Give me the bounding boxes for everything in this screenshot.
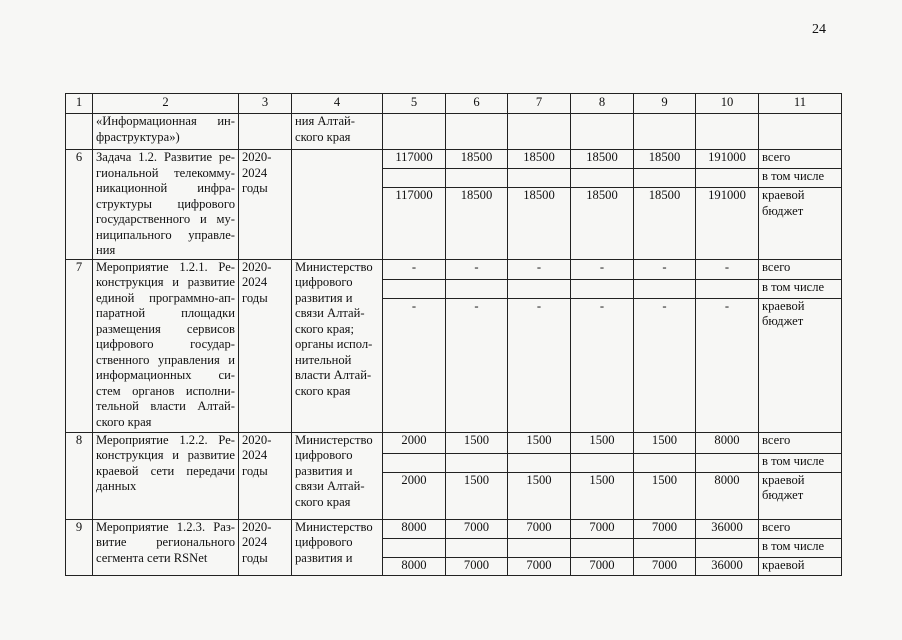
value-cell: - — [634, 259, 696, 279]
value-cell: 1500 — [634, 472, 696, 519]
program-table — [65, 93, 842, 576]
value-cell: 1500 — [446, 432, 508, 453]
value-cell: 18500 — [446, 150, 508, 169]
value-cell: 18500 — [634, 150, 696, 169]
continued-executor-cell: ния Алтай-ского края — [292, 114, 383, 150]
value-cell — [634, 453, 696, 472]
header-cell: 4 — [292, 94, 383, 114]
funding-source-cell: краевой — [759, 557, 842, 575]
page-number: 24 — [812, 22, 826, 37]
row-number: 9 — [66, 519, 93, 575]
value-cell — [696, 279, 759, 298]
value-cell: 7000 — [446, 519, 508, 538]
value-cell — [383, 538, 446, 557]
value-cell: 18500 — [508, 188, 571, 259]
value-cell — [571, 538, 634, 557]
row-executor: Министерство цифрового развития и связи Алтай-ского края — [292, 432, 383, 519]
value-cell: 7000 — [634, 519, 696, 538]
value-cell: 18500 — [508, 150, 571, 169]
table-cell — [239, 114, 292, 150]
value-cell: - — [383, 259, 446, 279]
value-cell: 1500 — [634, 432, 696, 453]
value-cell — [508, 453, 571, 472]
value-cell: 191000 — [696, 150, 759, 169]
continued-name-cell: «Информационная ин-фраструктура») — [93, 114, 239, 150]
row-name: Задача 1.2. Развитие ре-гиональной телекомму-никационной инфра-структуры цифрового государственного и му-ниципального управле-ния — [93, 150, 239, 260]
value-cell — [383, 279, 446, 298]
table-cell — [383, 114, 446, 150]
value-cell: 36000 — [696, 557, 759, 575]
funding-source-cell: краевой бюджет — [759, 472, 842, 519]
row-number: 6 — [66, 150, 93, 260]
value-cell: 191000 — [696, 188, 759, 259]
value-cell — [508, 538, 571, 557]
table-body — [66, 94, 842, 576]
value-cell: 7000 — [508, 557, 571, 575]
value-cell: - — [571, 298, 634, 432]
value-cell: 1500 — [446, 472, 508, 519]
row-period: 2020-2024 годы — [239, 259, 292, 432]
funding-source-cell: всего — [759, 259, 842, 279]
value-cell: - — [508, 298, 571, 432]
continuation-row — [66, 114, 842, 150]
value-cell — [446, 538, 508, 557]
row-period: 2020-2024 годы — [239, 150, 292, 260]
value-cell: 117000 — [383, 150, 446, 169]
table-cell — [66, 114, 93, 150]
row-executor: Министерство цифрового развития и — [292, 519, 383, 575]
header-cell: 3 — [239, 94, 292, 114]
value-cell: - — [571, 259, 634, 279]
value-cell — [696, 453, 759, 472]
value-cell: 117000 — [383, 188, 446, 259]
header-cell: 5 — [383, 94, 446, 114]
header-cell: 8 — [571, 94, 634, 114]
value-cell: 8000 — [383, 557, 446, 575]
value-cell: 7000 — [571, 557, 634, 575]
header-cell: 9 — [634, 94, 696, 114]
funding-source-cell: в том числе — [759, 538, 842, 557]
header-cell: 6 — [446, 94, 508, 114]
funding-source-cell: краевой бюджет — [759, 188, 842, 259]
value-cell: - — [446, 298, 508, 432]
value-cell: - — [696, 259, 759, 279]
table-row — [66, 432, 842, 453]
funding-source-cell: в том числе — [759, 279, 842, 298]
value-cell: 36000 — [696, 519, 759, 538]
table-row — [66, 259, 842, 279]
value-cell — [571, 279, 634, 298]
funding-source-cell: в том числе — [759, 169, 842, 188]
value-cell: 1500 — [571, 472, 634, 519]
value-cell: - — [446, 259, 508, 279]
row-name: Мероприятие 1.2.2. Ре-конструкция и развитие краевой сети передачи данных — [93, 432, 239, 519]
value-cell: 8000 — [696, 472, 759, 519]
value-cell: 7000 — [508, 519, 571, 538]
row-period: 2020-2024 годы — [239, 519, 292, 575]
value-cell: 1500 — [508, 472, 571, 519]
value-cell — [446, 169, 508, 188]
funding-source-cell: всего — [759, 432, 842, 453]
value-cell — [571, 169, 634, 188]
funding-source-cell: краевой бюджет — [759, 298, 842, 432]
value-cell — [634, 169, 696, 188]
value-cell: 2000 — [383, 472, 446, 519]
value-cell: 7000 — [446, 557, 508, 575]
header-cell: 7 — [508, 94, 571, 114]
value-cell — [696, 169, 759, 188]
header-cell: 10 — [696, 94, 759, 114]
table-cell — [759, 114, 842, 150]
header-cell: 11 — [759, 94, 842, 114]
value-cell: - — [634, 298, 696, 432]
value-cell — [508, 279, 571, 298]
row-name: Мероприятие 1.2.3. Раз-витие регионального сегмента сети RSNet — [93, 519, 239, 575]
funding-source-cell: всего — [759, 150, 842, 169]
value-cell — [508, 169, 571, 188]
value-cell: - — [696, 298, 759, 432]
value-cell — [634, 279, 696, 298]
header-cell: 2 — [93, 94, 239, 114]
value-cell: 1500 — [508, 432, 571, 453]
value-cell: 18500 — [634, 188, 696, 259]
table-cell — [696, 114, 759, 150]
value-cell — [446, 279, 508, 298]
row-number: 7 — [66, 259, 93, 432]
row-executor: Министерство цифрового развития и связи Алтай-ского края; органы испол-нительной власти Алтай-ского края — [292, 259, 383, 432]
row-number: 8 — [66, 432, 93, 519]
value-cell: - — [383, 298, 446, 432]
row-executor — [292, 150, 383, 260]
header-cell: 1 — [66, 94, 93, 114]
value-cell: - — [508, 259, 571, 279]
value-cell — [446, 453, 508, 472]
value-cell — [383, 169, 446, 188]
table-row — [66, 519, 842, 538]
value-cell — [634, 538, 696, 557]
value-cell: 8000 — [383, 519, 446, 538]
row-name: Мероприятие 1.2.1. Ре-конструкция и развитие единой программно-ап-паратной площадки размещения сервисов цифрового государ-ственного управления и информационных си-стем органов исполни-тельной власти Алтай-ского края — [93, 259, 239, 432]
value-cell: 1500 — [571, 432, 634, 453]
value-cell: 18500 — [571, 150, 634, 169]
value-cell: 7000 — [571, 519, 634, 538]
funding-source-cell: всего — [759, 519, 842, 538]
funding-source-cell: в том числе — [759, 453, 842, 472]
value-cell — [383, 453, 446, 472]
table-cell — [446, 114, 508, 150]
table-row — [66, 150, 842, 169]
value-cell: 7000 — [634, 557, 696, 575]
table-cell — [634, 114, 696, 150]
header-row — [66, 94, 842, 114]
value-cell: 18500 — [571, 188, 634, 259]
row-period: 2020-2024 годы — [239, 432, 292, 519]
table-cell — [571, 114, 634, 150]
table-cell — [508, 114, 571, 150]
value-cell: 8000 — [696, 432, 759, 453]
value-cell — [571, 453, 634, 472]
value-cell: 2000 — [383, 432, 446, 453]
value-cell: 18500 — [446, 188, 508, 259]
value-cell — [696, 538, 759, 557]
